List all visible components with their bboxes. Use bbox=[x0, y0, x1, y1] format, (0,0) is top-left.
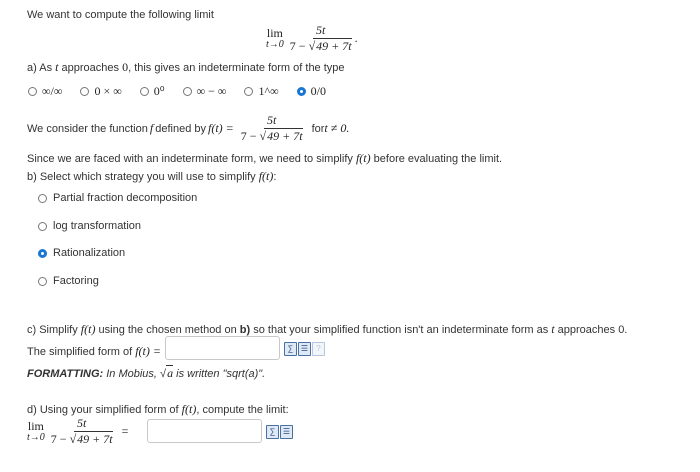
simplified-form-label: The simplified form of f(t) = bbox=[27, 344, 161, 358]
function-definition: We consider the function f defined by f(t) = $\frac{5t}{7 - √49 + 7t}$ for t ≠ 0. bbox=[27, 113, 350, 143]
part-b-question: b) Select which strategy you will use to simplify f(t): bbox=[27, 169, 277, 183]
formatting-note: FORMATTING: In Mobius, √a is written "sqrt(a)". bbox=[27, 366, 266, 380]
limit-fraction: $\frac{5t}{7 - √49 + 7t}$ bbox=[289, 23, 352, 53]
radio-button[interactable] bbox=[244, 87, 253, 96]
part-c-question: c) Simplify f(t) using the chosen method on b) so that your simplified function isn't an indeterminate form as t approaches 0. bbox=[27, 322, 628, 336]
part-a-options bbox=[28, 84, 344, 99]
limit-operator: lim t→0 bbox=[266, 26, 284, 50]
function-fraction: $\frac{5t}{7 - √49 + 7t}$ bbox=[240, 113, 303, 143]
part-a-question: a) As t approaches 0, this gives an indeterminate form of the type bbox=[27, 60, 345, 74]
help-icon[interactable]: ? bbox=[312, 342, 325, 356]
limit-answer-input[interactable] bbox=[147, 419, 262, 443]
since-text: Since we are faced with an indeterminate form, we need to simplify f(t) before evaluating the limit. bbox=[27, 151, 503, 165]
main-limit-expression: lim t→0 $\frac{5t}{7 - √49 + 7t}$ . bbox=[266, 23, 358, 53]
radio-button[interactable] bbox=[80, 87, 89, 96]
option-zero-power-zero[interactable]: 0⁰ bbox=[140, 84, 165, 99]
strategy-option-rationalization[interactable]: Rationalization bbox=[38, 247, 125, 259]
radio-button[interactable] bbox=[140, 87, 149, 96]
radio-button[interactable] bbox=[28, 87, 37, 96]
strategy-option-factoring[interactable]: Factoring bbox=[38, 275, 99, 287]
part-d-question: d) Using your simplified form of f(t), compute the limit: bbox=[27, 402, 289, 416]
strategy-option-log-transformation[interactable]: log transformation bbox=[38, 220, 141, 232]
option-one-power-inf[interactable]: 1^∞ bbox=[244, 84, 278, 99]
radio-button[interactable] bbox=[38, 194, 47, 203]
option-inf-minus-inf[interactable]: ∞ − ∞ bbox=[183, 84, 227, 99]
option-zero-times-inf[interactable]: 0 × ∞ bbox=[80, 84, 121, 99]
radio-button[interactable] bbox=[38, 222, 47, 231]
radio-button[interactable] bbox=[38, 277, 47, 286]
part-d-limit-expression: lim t→0 $\frac{5t}{7 - √49 + 7t}$ = bbox=[27, 416, 129, 446]
preview-icon[interactable]: ☰ bbox=[280, 425, 293, 439]
option-inf-over-inf[interactable]: ∞/∞ bbox=[28, 84, 62, 99]
radio-button-selected[interactable] bbox=[38, 249, 47, 258]
radio-button-selected[interactable] bbox=[297, 87, 306, 96]
limit-fraction: $\frac{5t}{7 - √49 + 7t}$ bbox=[50, 416, 113, 446]
simplified-form-input[interactable] bbox=[165, 336, 280, 360]
radio-button[interactable] bbox=[183, 87, 192, 96]
strategy-option-partial-fraction[interactable]: Partial fraction decomposition bbox=[38, 192, 197, 204]
limit-operator: lim t→0 bbox=[27, 419, 45, 443]
option-zero-over-zero[interactable]: 0/0 bbox=[297, 84, 326, 99]
preview-icon[interactable]: ☰ bbox=[298, 342, 311, 356]
equation-editor-icon[interactable]: ∑ bbox=[284, 342, 297, 356]
intro-text: We want to compute the following limit bbox=[27, 9, 214, 21]
equation-editor-icon[interactable]: ∑ bbox=[266, 425, 279, 439]
